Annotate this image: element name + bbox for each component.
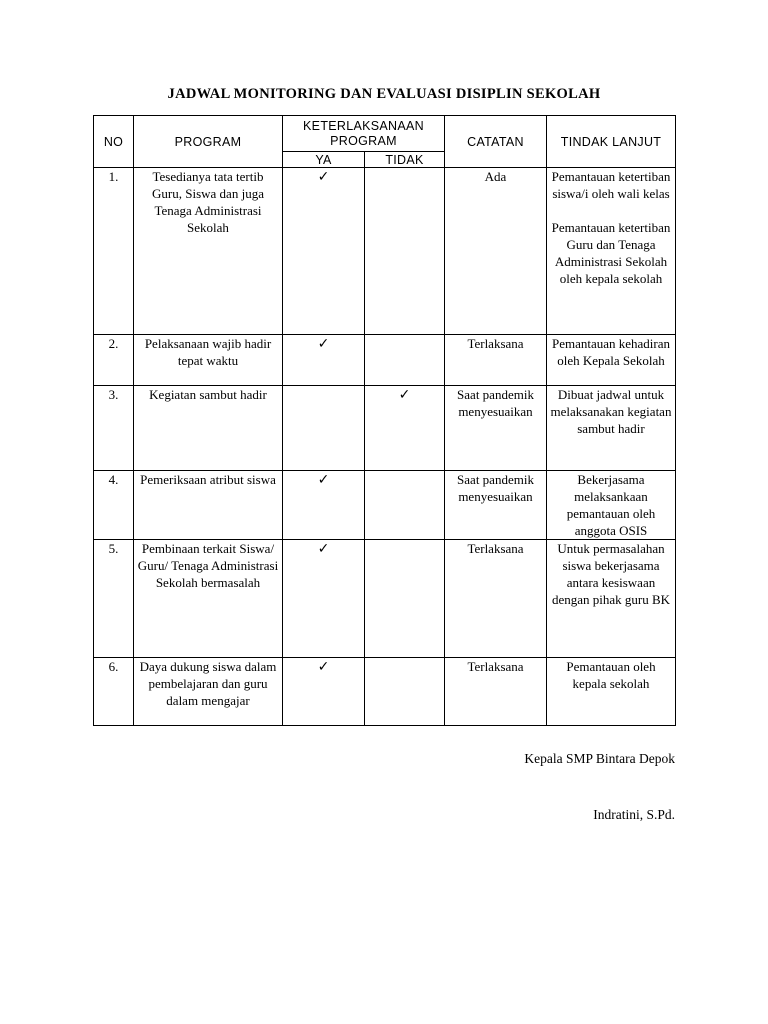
row-program: Daya dukung siswa dalam pembelajaran dan guru dalam mengajar	[134, 658, 283, 726]
row-tindak-lanjut: Pemantauan kehadiran oleh Kepala Sekolah	[547, 335, 676, 386]
row-ya	[283, 658, 365, 726]
row-ya	[283, 386, 365, 471]
row-no: 6.	[94, 658, 134, 726]
header-ya: YA	[283, 152, 365, 168]
row-catatan: Terlaksana	[445, 658, 547, 726]
row-no: 1.	[94, 168, 134, 335]
row-tidak	[365, 168, 445, 335]
row-ya	[283, 335, 365, 386]
header-keterlaksanaan: KETERLAKSANAAN PROGRAM	[283, 116, 445, 152]
check-icon: ✓	[317, 336, 330, 352]
row-no: 2.	[94, 335, 134, 386]
table-row	[94, 658, 676, 726]
row-tindak-lanjut: Bekerjasama melaksankaan pemantauan oleh anggota OSIS	[547, 471, 676, 540]
table-row	[94, 540, 676, 658]
row-tidak	[365, 658, 445, 726]
signature-name: Indratini, S.Pd.	[593, 807, 675, 822]
row-no: 3.	[94, 386, 134, 471]
check-icon: ✓	[317, 541, 330, 557]
table-row	[94, 386, 676, 471]
header-tidak: TIDAK	[365, 152, 445, 168]
header-tindak-lanjut: TINDAK LANJUT	[547, 116, 676, 168]
row-catatan: Saat pandemik menyesuaikan	[445, 386, 547, 471]
table-row	[94, 168, 676, 335]
check-icon: ✓	[317, 169, 330, 185]
row-program: Pemeriksaan atribut siswa	[134, 471, 283, 540]
row-program: Pembinaan terkait Siswa/ Guru/ Tenaga Administrasi Sekolah bermasalah	[134, 540, 283, 658]
row-tidak	[365, 386, 445, 471]
row-catatan: Terlaksana	[445, 540, 547, 658]
row-program: Pelaksanaan wajib hadir tepat waktu	[134, 335, 283, 386]
row-tindak-lanjut: Pemantauan oleh kepala sekolah	[547, 658, 676, 726]
header-catatan: CATATAN	[445, 116, 547, 168]
row-tidak	[365, 335, 445, 386]
check-icon: ✓	[398, 387, 411, 403]
tindak-lanjut-part-1: Pemantauan ketertiban siswa/i oleh wali kelas	[551, 169, 671, 201]
document-title: JADWAL MONITORING DAN EVALUASI DISIPLIN SEKOLAH	[167, 86, 601, 102]
row-no: 4.	[94, 471, 134, 540]
tindak-lanjut-part-2: Pemantauan ketertiban Guru dan Tenaga Administrasi Sekolah oleh kepala sekolah	[551, 220, 671, 286]
row-ya	[283, 540, 365, 658]
row-ya	[283, 471, 365, 540]
row-catatan: Saat pandemik menyesuaikan	[445, 471, 547, 540]
monitoring-table	[93, 115, 676, 726]
row-tindak-lanjut: Dibuat jadwal untuk melaksanakan kegiatan sambut hadir	[547, 386, 676, 471]
check-icon: ✓	[317, 472, 330, 488]
header-no: NO	[94, 116, 134, 168]
signature-position: Kepala SMP Bintara Depok	[524, 751, 675, 766]
row-program: Tesedianya tata tertib Guru, Siswa dan juga Tenaga Administrasi Sekolah	[134, 168, 283, 335]
header-program: PROGRAM	[134, 116, 283, 168]
table-row	[94, 335, 676, 386]
check-icon: ✓	[317, 659, 330, 675]
row-program: Kegiatan sambut hadir	[134, 386, 283, 471]
row-catatan: Ada	[445, 168, 547, 335]
row-tindak-lanjut	[547, 168, 676, 335]
table-row	[94, 471, 676, 540]
row-tidak	[365, 471, 445, 540]
row-catatan: Terlaksana	[445, 335, 547, 386]
row-tindak-lanjut: Untuk permasalahan siswa bekerjasama antara kesiswaan dengan pihak guru BK	[547, 540, 676, 658]
row-no: 5.	[94, 540, 134, 658]
row-tidak	[365, 540, 445, 658]
row-ya	[283, 168, 365, 335]
